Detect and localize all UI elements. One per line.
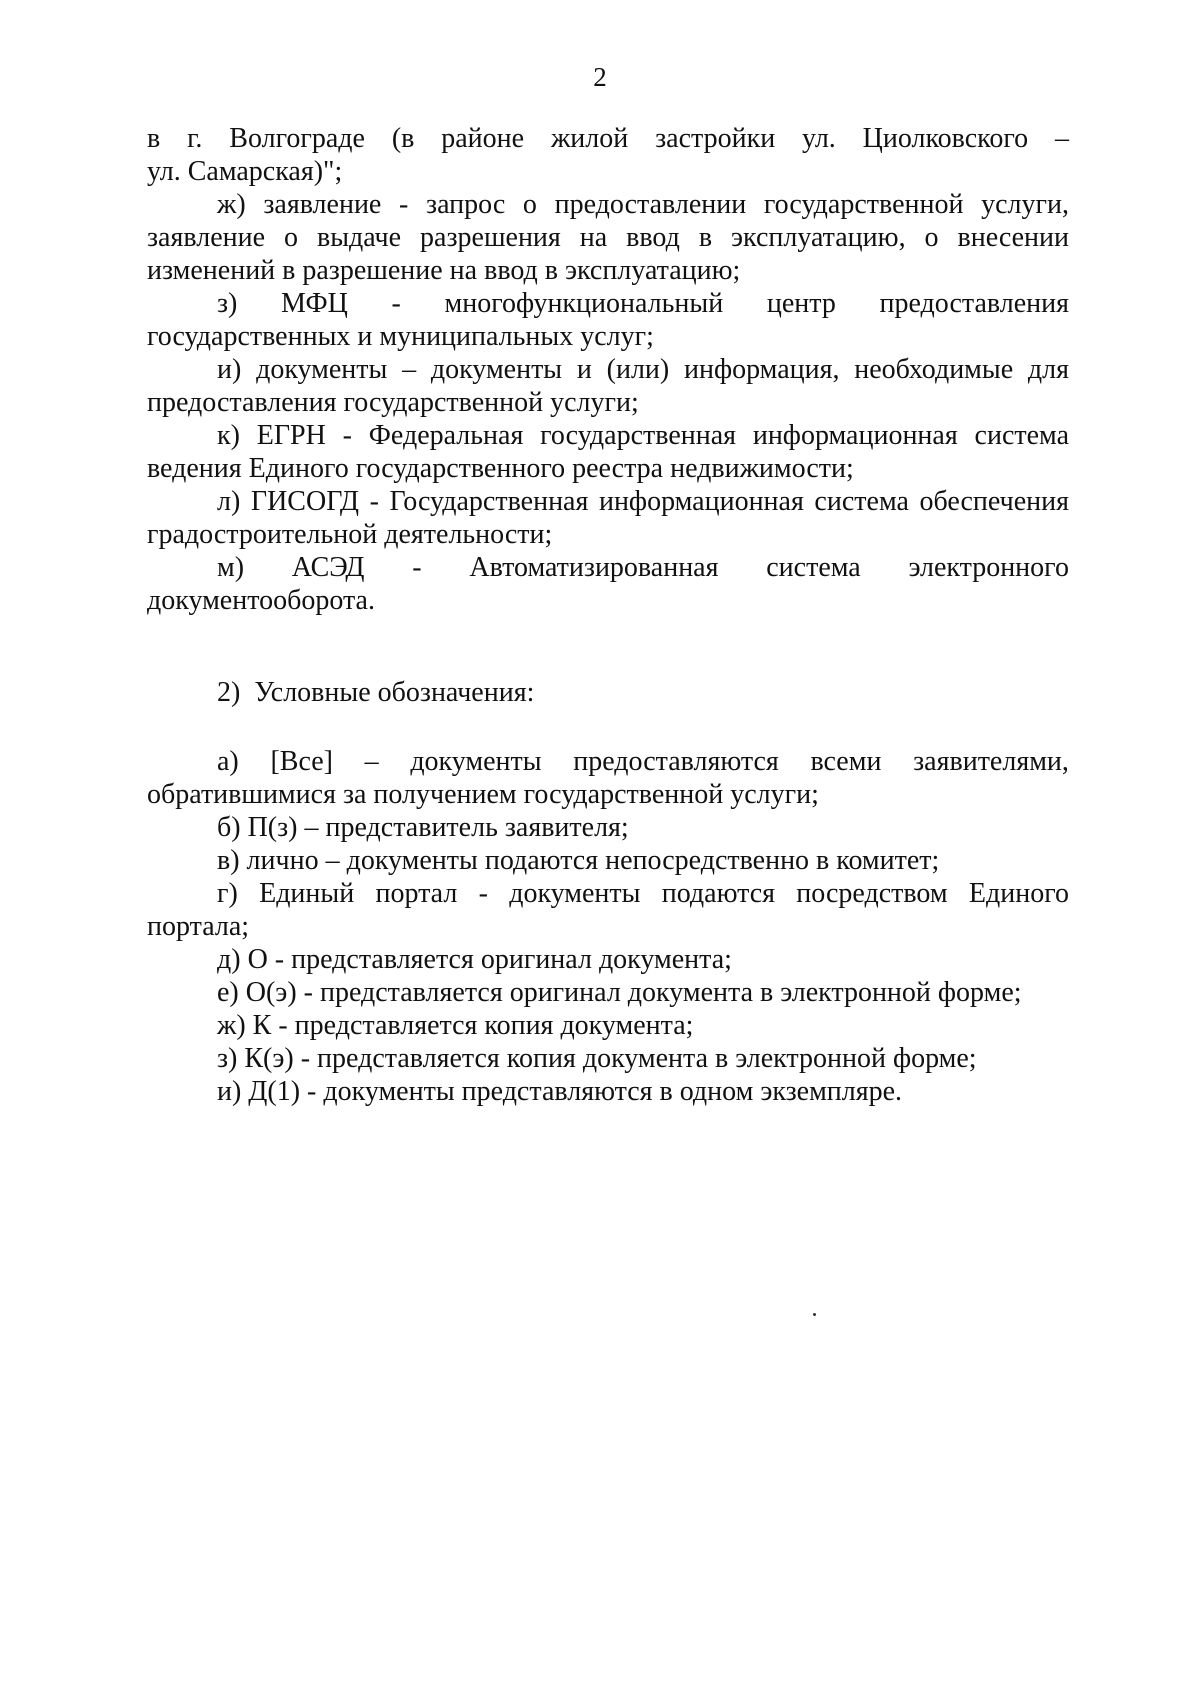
legend-a-word4: заявителями, [913, 746, 1069, 777]
legend-a-letter: а) [217, 746, 239, 777]
legend-a-term: [Все] [270, 746, 333, 777]
definition-m-letter: м) [217, 552, 245, 583]
section-heading-legend: 2) Условные обозначения: [217, 677, 535, 708]
legend-zh: ж) К - представляется копия документа; [217, 1010, 694, 1041]
definition-m-line2: документооборота. [147, 585, 375, 616]
legend-v: в) лично – документы подаются непосредственно в комитет; [217, 845, 940, 876]
definition-zh-line2: заявление о выдаче разрешения на ввод в эксплуатацию, о внесении [147, 222, 1069, 253]
legend-e: е) О(э) - представляется оригинал документа в электронной форме; [217, 977, 1022, 1008]
legend-a-word1: документы [410, 746, 542, 777]
definition-m-line1 [147, 551, 1069, 584]
legend-g-line2: портала; [147, 911, 250, 942]
definition-z-dash: - [391, 288, 401, 319]
definition-i-line2: предоставления государственной услуги; [147, 387, 639, 418]
definition-zh-line3: изменений в разрешение на ввод в эксплуатацию; [147, 255, 741, 286]
legend-a-word2: предоставляются [573, 746, 779, 777]
scan-speck [813, 1313, 816, 1316]
definition-k-line2: ведения Единого государственного реестра недвижимости; [147, 453, 854, 484]
definition-m-dash: - [412, 552, 422, 583]
definition-m-term: АСЭД [291, 552, 365, 583]
legend-b: б) П(з) – представитель заявителя; [217, 812, 629, 843]
definition-z-word2: центр [766, 288, 836, 319]
paragraph-continuation-line1: в г. Волгограде (в районе жилой застройки ул. Циолковского – [147, 123, 1069, 154]
legend-z: з) К(э) - представляется копия документа в электронной форме; [217, 1043, 977, 1074]
page-number: 2 [593, 62, 607, 92]
legend-a-word3: всеми [810, 746, 882, 777]
definition-zh-line1: ж) заявление - запрос о предоставлении государственной услуги, [217, 189, 1069, 220]
definition-z-word1: многофункциональный [444, 288, 724, 319]
definition-z-letter: з) [217, 288, 238, 319]
definition-l-line1: л) ГИСОГД - Государственная информационная система обеспечения [217, 486, 1069, 517]
legend-a-line2: обратившимися за получением государственной услуги; [147, 779, 819, 810]
definition-m-word1: Автоматизированная [469, 552, 719, 583]
definition-i-line1: и) документы – документы и (или) информация, необходимые для [217, 354, 1069, 385]
definition-z-term: МФЦ [281, 288, 348, 319]
legend-i: и) Д(1) - документы представляются в одном экземпляре. [217, 1076, 903, 1107]
definition-z-line1 [147, 287, 1069, 320]
legend-g-line1: г) Единый портал - документы подаются посредством Единого [217, 878, 1069, 909]
legend-a-line1 [147, 745, 1069, 778]
definition-m-word3: электронного [908, 552, 1069, 583]
legend-a-dash: – [364, 746, 379, 777]
definition-k-line1: к) ЕГРН - Федеральная государственная информационная система [217, 420, 1069, 451]
definition-l-line2: градостроительной деятельности; [147, 519, 553, 550]
legend-d: д) О - представляется оригинал документа; [217, 944, 732, 975]
definition-m-word2: система [766, 552, 861, 583]
definition-z-word3: предоставления [879, 288, 1069, 319]
paragraph-continuation-line2: ул. Самарская)"; [147, 156, 343, 187]
definition-z-line2: государственных и муниципальных услуг; [147, 321, 654, 352]
